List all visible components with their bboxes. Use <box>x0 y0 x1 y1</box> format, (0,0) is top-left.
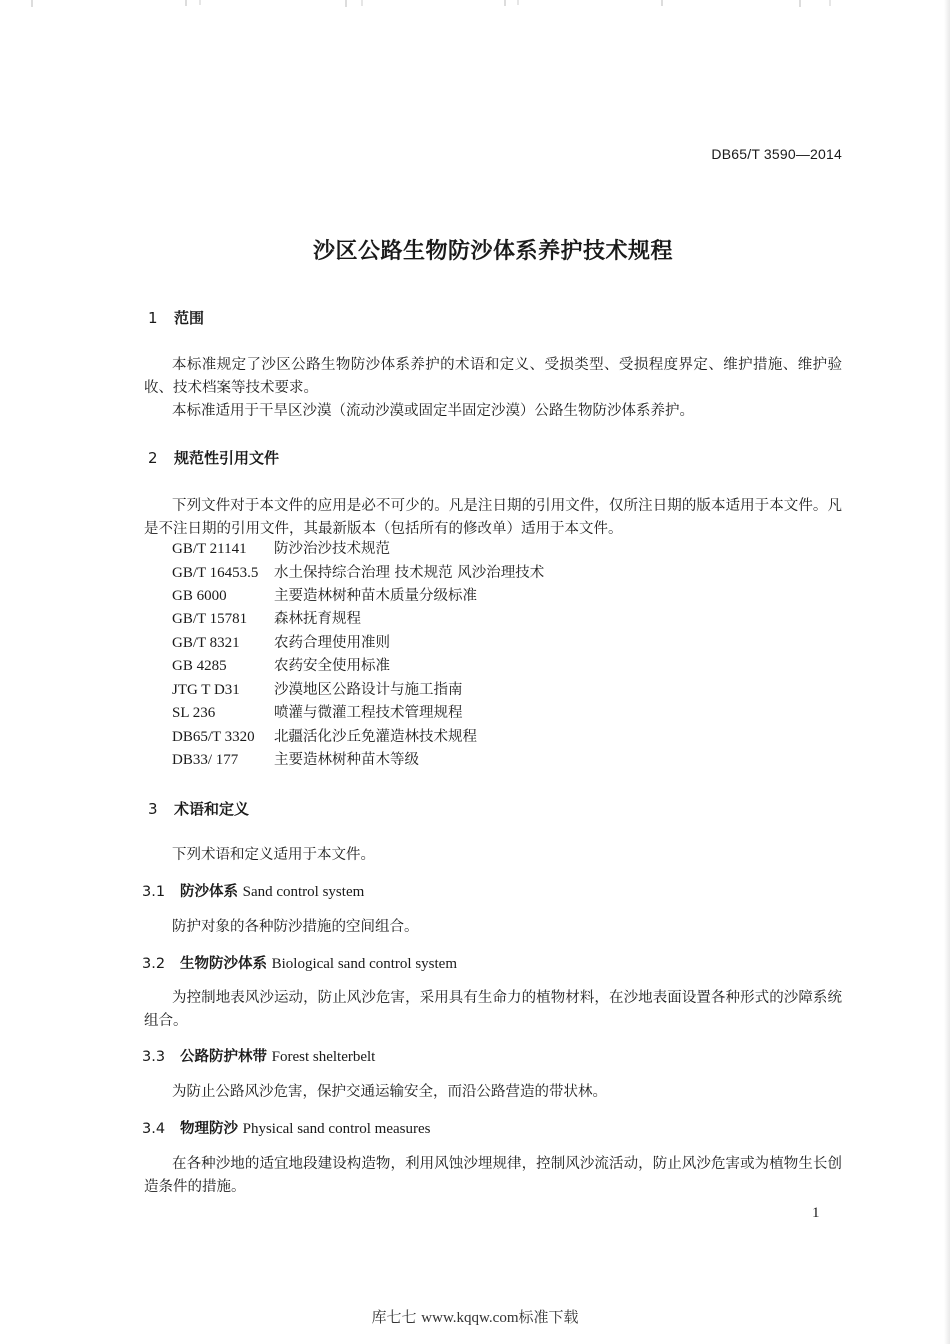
reference-title: 北疆活化沙丘免灌造林技术规程 <box>274 729 477 745</box>
section-title: 规范性引用文件 <box>174 449 280 467</box>
footer-site-name: 库七七 <box>371 1308 417 1326</box>
reference-code: GB/T 16453.5 <box>172 565 259 581</box>
term-cn: 防沙体系 <box>180 884 238 900</box>
footer-url: www.kqqw.com <box>421 1310 519 1326</box>
reference-row <box>172 655 390 678</box>
reference-row <box>172 562 544 585</box>
reference-code: GB 6000 <box>172 588 227 604</box>
term-cn: 物理防沙 <box>180 1121 238 1137</box>
reference-code: GB/T 15781 <box>172 611 248 627</box>
section-number: 1 <box>148 309 158 327</box>
reference-row <box>172 632 390 655</box>
term-number: 3.2 <box>142 956 166 972</box>
reference-row <box>172 749 419 772</box>
reference-code: DB65/T 3320 <box>172 729 255 745</box>
term-number: 3.1 <box>142 884 166 900</box>
reference-title: 主要造林树种苗木质量分级标准 <box>274 588 477 604</box>
term-cn: 生物防沙体系 <box>180 956 267 972</box>
reference-code: JTG T D31 <box>172 682 240 698</box>
section-1-heading <box>148 307 204 328</box>
section-number: 2 <box>148 449 158 467</box>
reference-row <box>172 702 463 725</box>
term-number: 3.4 <box>142 1121 166 1137</box>
document-title: 沙区公路生物防沙体系养护技术规程 <box>312 239 673 264</box>
scan-edge-marks <box>0 0 950 14</box>
reference-title: 沙漠地区公路设计与施工指南 <box>274 682 463 698</box>
term-number: 3.3 <box>142 1049 166 1065</box>
section-3-heading <box>148 798 249 819</box>
reference-title: 喷灌与微灌工程技术管理规程 <box>274 705 463 721</box>
term-en: Forest shelterbelt <box>271 1049 376 1065</box>
reference-title: 农药安全使用标准 <box>274 658 390 674</box>
term-definition: 防护对象的各种防沙措施的空间组合。 <box>172 919 419 935</box>
page-number: 1 <box>812 1205 820 1221</box>
term-en: Physical sand control measures <box>242 1121 431 1137</box>
reference-title: 防沙治沙技术规范 <box>274 541 390 557</box>
term-heading <box>142 880 364 901</box>
reference-title: 农药合理使用准则 <box>274 635 390 651</box>
section-title: 范围 <box>174 309 205 327</box>
document-code: DB65/T 3590—2014 <box>711 146 842 162</box>
reference-title: 森林抚育规程 <box>274 611 361 627</box>
term-definition: 在各种沙地的适宜地段建设构造物，利用风蚀沙埋规律，控制风沙流活动，防止风沙危害或为植物生长创造条件的措施。 <box>144 1156 842 1195</box>
section-2-paragraph-1: 下列文件对于本文件的应用是必不可少的。凡是注日期的引用文件，仅所注日期的版本适用于本文件。凡是不注日期的引用文件，其最新版本（包括所有的修改单）适用于本文件。 <box>144 498 842 537</box>
term-heading <box>142 952 457 973</box>
reference-code: GB/T 8321 <box>172 635 240 651</box>
term-definition: 为防止公路风沙危害，保护交通运输安全，而沿公路营造的带状林。 <box>172 1084 607 1100</box>
reference-code: GB 4285 <box>172 658 227 674</box>
reference-row <box>172 679 463 702</box>
term-heading <box>142 1117 430 1138</box>
section-2-heading <box>148 447 279 468</box>
reference-row <box>172 608 361 631</box>
reference-row <box>172 538 390 561</box>
section-number: 3 <box>148 800 158 818</box>
section-1-paragraph-1: 本标准规定了沙区公路生物防沙体系养护的术语和定义、受损类型、受损程度界定、维护措施、维护验收、技术档案等技术要求。 <box>144 357 842 396</box>
reference-row <box>172 585 477 608</box>
scan-right-edge <box>944 0 950 1344</box>
footer-suffix: 标准下载 <box>518 1308 579 1326</box>
section-title: 术语和定义 <box>174 800 250 818</box>
term-en: Biological sand control system <box>271 956 457 972</box>
term-definition: 为控制地表风沙运动，防止风沙危害，采用具有生命力的植物材料，在沙地表面设置各种形式的沙障系统组合。 <box>144 990 842 1029</box>
section-1-paragraph-2: 本标准适用于干旱区沙漠（流动沙漠或固定半固定沙漠）公路生物防沙体系养护。 <box>172 403 694 419</box>
section-3-intro: 下列术语和定义适用于本文件。 <box>172 847 375 863</box>
footer-watermark <box>0 1306 950 1327</box>
reference-title: 主要造林树种苗木等级 <box>274 752 419 768</box>
term-cn: 公路防护林带 <box>180 1049 267 1065</box>
term-en: Sand control system <box>242 884 365 900</box>
reference-row <box>172 726 477 749</box>
reference-title: 水土保持综合治理 技术规范 风沙治理技术 <box>274 565 545 581</box>
reference-code: GB/T 21141 <box>172 541 247 557</box>
reference-code: DB33/ 177 <box>172 752 239 768</box>
reference-code: SL 236 <box>172 705 216 721</box>
term-heading <box>142 1045 375 1066</box>
